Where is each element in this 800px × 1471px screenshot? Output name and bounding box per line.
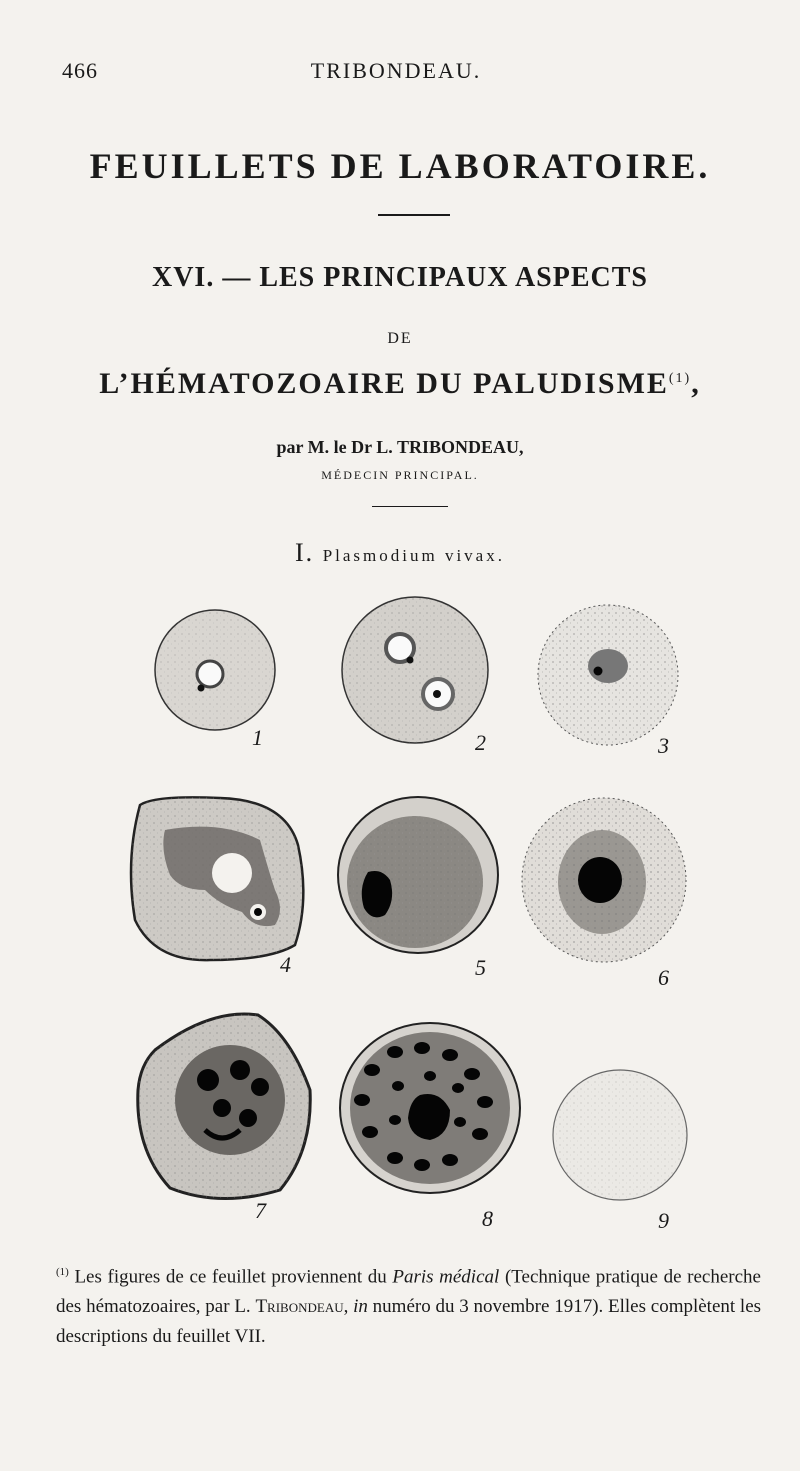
figure-1-cell — [155, 610, 275, 730]
article-subtitle-trailing: , — [691, 367, 701, 400]
author: par M. le Dr L. TRIBONDEAU, — [276, 437, 524, 457]
figure-6-cell — [522, 798, 686, 962]
title-divider — [378, 214, 450, 216]
figure-label-9: 9 — [658, 1208, 669, 1233]
article-subtitle-text: L’HÉMATOZOAIRE DU PALUDISME — [99, 367, 669, 400]
figure-label-4: 4 — [280, 952, 291, 977]
figure-5-cell — [338, 797, 498, 953]
section-numeral: I. — [295, 538, 315, 567]
figure-3-cell — [538, 605, 678, 745]
footnote-author: Tribondeau — [255, 1296, 344, 1318]
author-role: MÉDECIN PRINCIPAL. — [321, 468, 479, 482]
page-number: 466 — [62, 58, 98, 83]
figure-9-cell — [553, 1070, 687, 1200]
figure-2-cell — [342, 597, 488, 743]
figure-label-5: 5 — [475, 955, 486, 980]
section-name: Plasmodium vivax. — [322, 546, 505, 565]
article-title: XVI. — LES PRINCIPAUX ASPECTS — [151, 262, 648, 293]
footnote-text-2: (Technique pratique de recherche des hématozoaires, par L. — [56, 1266, 761, 1318]
footnote-in: in — [353, 1296, 368, 1318]
footnote-text-3: , — [343, 1296, 349, 1318]
figure-7-cell — [138, 1014, 310, 1199]
footnote-text-1: Les figures de ce feuillet proviennent du — [74, 1266, 387, 1288]
main-title: FEUILLETS DE LABORATOIRE. — [89, 146, 711, 186]
figure-label-3: 3 — [658, 733, 669, 758]
figure-label-2: 2 — [475, 730, 486, 755]
article-subtitle — [0, 367, 800, 401]
footnote-text-4: numéro du 3 novembre 1917). Elles complètent les descriptions du feuillet VII. — [56, 1296, 762, 1348]
author-divider — [372, 506, 448, 507]
footnote — [56, 1257, 761, 1352]
running-title: TRIBONDEAU. — [310, 58, 482, 83]
article-de: DE — [387, 330, 413, 347]
plate-illustration — [110, 590, 710, 1240]
figure-8-cell — [340, 1023, 520, 1193]
figure-4-cell — [131, 797, 303, 960]
section-title — [0, 538, 800, 568]
footnote-journal: Paris médical — [392, 1266, 500, 1288]
running-head — [62, 58, 730, 88]
footnote-marker: (1) — [56, 1266, 69, 1278]
figure-label-6: 6 — [658, 965, 669, 990]
footnote-reference[interactable]: (1) — [668, 371, 692, 386]
figure-label-8: 8 — [482, 1206, 493, 1231]
figure-plate — [110, 590, 710, 1240]
figure-label-1: 1 — [252, 725, 263, 750]
figure-label-7: 7 — [255, 1198, 266, 1223]
